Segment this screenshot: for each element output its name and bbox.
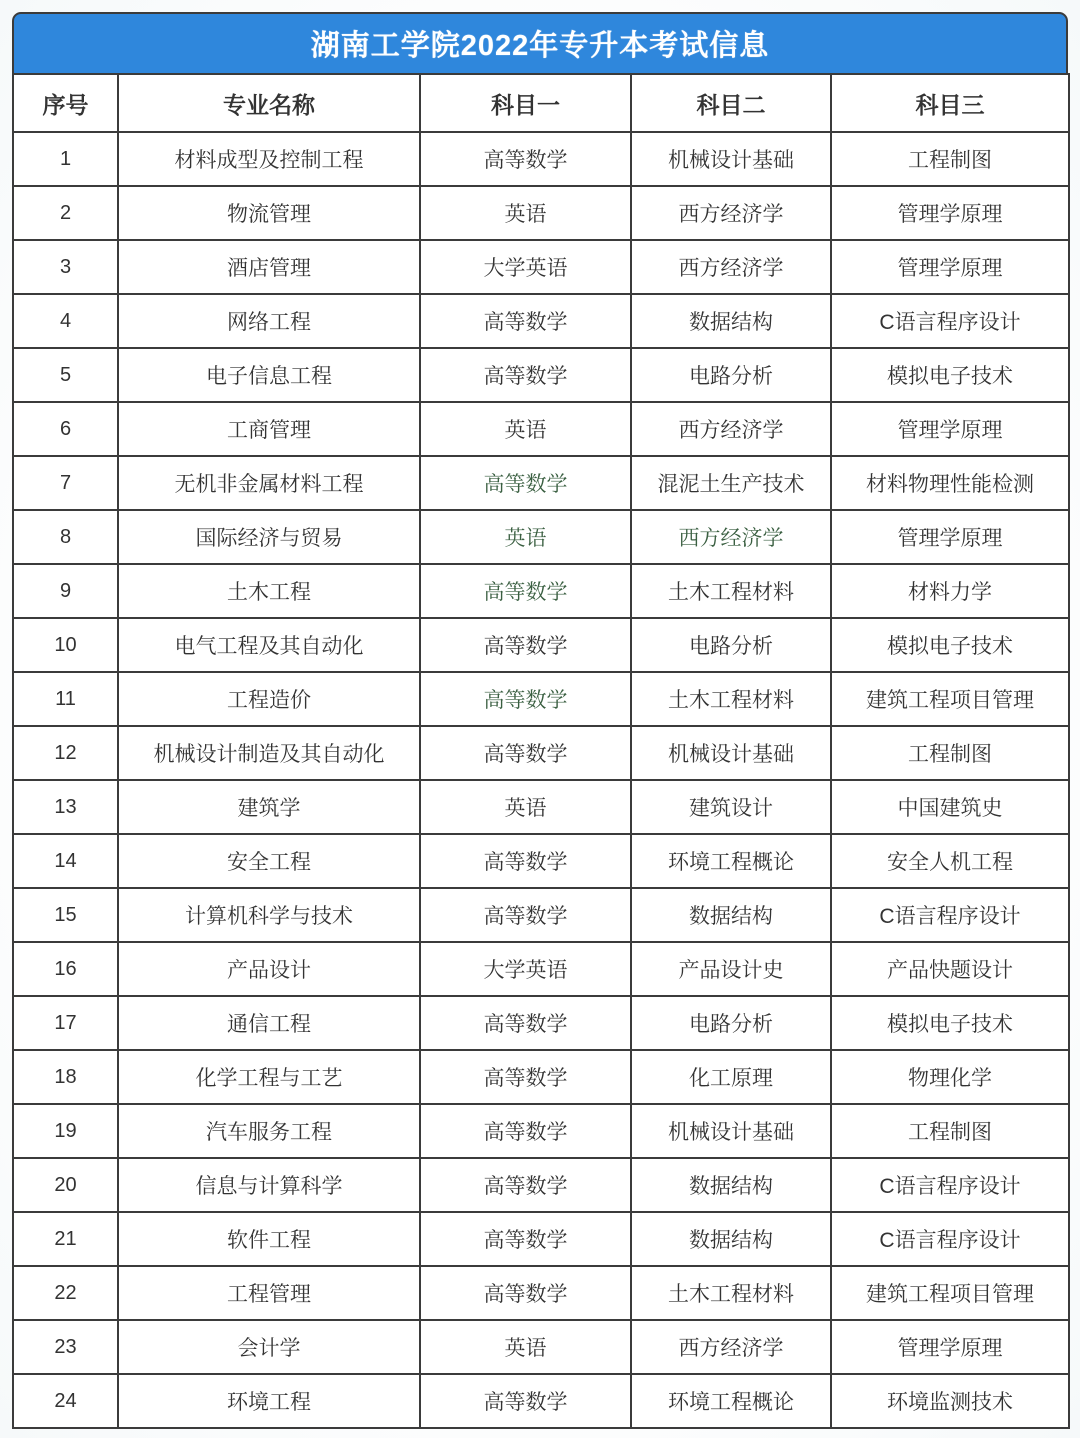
exam-subjects-table [12, 73, 1070, 1429]
row-number-cell: 17 [13, 996, 118, 1050]
subject1-cell: 英语 [420, 402, 631, 456]
table-row [13, 564, 1069, 618]
subject2-cell: 产品设计史 [631, 942, 831, 996]
major-name-cell: 工程管理 [118, 1266, 420, 1320]
table-row [13, 348, 1069, 402]
subject1-cell: 高等数学 [420, 1266, 631, 1320]
subject2-cell: 化工原理 [631, 1050, 831, 1104]
row-number-cell: 18 [13, 1050, 118, 1104]
subject1-cell: 高等数学 [420, 564, 631, 618]
subject2-cell: 数据结构 [631, 294, 831, 348]
subject3-cell: C语言程序设计 [831, 1158, 1069, 1212]
major-name-cell: 汽车服务工程 [118, 1104, 420, 1158]
row-number-cell: 23 [13, 1320, 118, 1374]
major-name-cell: 产品设计 [118, 942, 420, 996]
row-number-cell: 16 [13, 942, 118, 996]
subject3-cell: 材料物理性能检测 [831, 456, 1069, 510]
row-number-cell: 13 [13, 780, 118, 834]
table-header-row [13, 74, 1069, 132]
major-name-cell: 信息与计算科学 [118, 1158, 420, 1212]
subject2-cell: 西方经济学 [631, 186, 831, 240]
row-number-cell: 20 [13, 1158, 118, 1212]
subject3-cell: 产品快题设计 [831, 942, 1069, 996]
subject3-cell: 中国建筑史 [831, 780, 1069, 834]
subject2-cell: 环境工程概论 [631, 834, 831, 888]
major-name-cell: 国际经济与贸易 [118, 510, 420, 564]
major-name-cell: 化学工程与工艺 [118, 1050, 420, 1104]
subject1-cell: 大学英语 [420, 942, 631, 996]
table-row [13, 186, 1069, 240]
column-header-subject3: 科目三 [831, 74, 1069, 132]
subject1-cell: 高等数学 [420, 348, 631, 402]
table-row [13, 456, 1069, 510]
subject1-cell: 大学英语 [420, 240, 631, 294]
major-name-cell: 物流管理 [118, 186, 420, 240]
major-name-cell: 工商管理 [118, 402, 420, 456]
subject1-cell: 英语 [420, 780, 631, 834]
subject1-cell: 高等数学 [420, 294, 631, 348]
major-name-cell: 计算机科学与技术 [118, 888, 420, 942]
major-name-cell: 机械设计制造及其自动化 [118, 726, 420, 780]
page-title: 湖南工学院2022年专升本考试信息 [310, 30, 770, 62]
table-row [13, 1266, 1069, 1320]
major-name-cell: 工程造价 [118, 672, 420, 726]
column-header-index: 序号 [13, 74, 118, 132]
major-name-cell: 环境工程 [118, 1374, 420, 1428]
subject1-cell: 高等数学 [420, 1158, 631, 1212]
subject1-cell: 高等数学 [420, 618, 631, 672]
subject3-cell: 建筑工程项目管理 [831, 672, 1069, 726]
table-row [13, 294, 1069, 348]
table-row [13, 942, 1069, 996]
row-number-cell: 11 [13, 672, 118, 726]
subject2-cell: 电路分析 [631, 996, 831, 1050]
table-row [13, 1104, 1069, 1158]
column-header-subject2: 科目二 [631, 74, 831, 132]
subject2-cell: 机械设计基础 [631, 1104, 831, 1158]
subject3-cell: 环境监测技术 [831, 1374, 1069, 1428]
subject1-cell: 高等数学 [420, 996, 631, 1050]
subject2-cell: 混泥土生产技术 [631, 456, 831, 510]
major-name-cell: 电子信息工程 [118, 348, 420, 402]
major-name-cell: 会计学 [118, 1320, 420, 1374]
subject1-cell: 高等数学 [420, 456, 631, 510]
table-row [13, 240, 1069, 294]
table-row [13, 618, 1069, 672]
row-number-cell: 3 [13, 240, 118, 294]
subject3-cell: C语言程序设计 [831, 294, 1069, 348]
subject1-cell: 高等数学 [420, 1050, 631, 1104]
subject1-cell: 高等数学 [420, 726, 631, 780]
row-number-cell: 4 [13, 294, 118, 348]
major-name-cell: 电气工程及其自动化 [118, 618, 420, 672]
row-number-cell: 10 [13, 618, 118, 672]
row-number-cell: 7 [13, 456, 118, 510]
column-header-major: 专业名称 [118, 74, 420, 132]
row-number-cell: 24 [13, 1374, 118, 1428]
subject2-cell: 西方经济学 [631, 1320, 831, 1374]
row-number-cell: 22 [13, 1266, 118, 1320]
table-row [13, 132, 1069, 186]
subject2-cell: 电路分析 [631, 348, 831, 402]
table-row [13, 402, 1069, 456]
major-name-cell: 安全工程 [118, 834, 420, 888]
subject2-cell: 土木工程材料 [631, 672, 831, 726]
subject3-cell: 管理学原理 [831, 402, 1069, 456]
subject2-cell: 机械设计基础 [631, 132, 831, 186]
row-number-cell: 9 [13, 564, 118, 618]
major-name-cell: 材料成型及控制工程 [118, 132, 420, 186]
subject2-cell: 土木工程材料 [631, 1266, 831, 1320]
subject1-cell: 高等数学 [420, 132, 631, 186]
subject3-cell: 管理学原理 [831, 186, 1069, 240]
subject3-cell: 模拟电子技术 [831, 348, 1069, 402]
subject1-cell: 高等数学 [420, 888, 631, 942]
row-number-cell: 15 [13, 888, 118, 942]
subject2-cell: 土木工程材料 [631, 564, 831, 618]
table-row [13, 1320, 1069, 1374]
subject3-cell: C语言程序设计 [831, 1212, 1069, 1266]
subject1-cell: 高等数学 [420, 1374, 631, 1428]
table-row [13, 1212, 1069, 1266]
row-number-cell: 6 [13, 402, 118, 456]
major-name-cell: 无机非金属材料工程 [118, 456, 420, 510]
row-number-cell: 2 [13, 186, 118, 240]
subject3-cell: 安全人机工程 [831, 834, 1069, 888]
exam-info-sheet [12, 12, 1068, 1429]
subject1-cell: 高等数学 [420, 834, 631, 888]
subject3-cell: C语言程序设计 [831, 888, 1069, 942]
table-row [13, 1158, 1069, 1212]
subject3-cell: 管理学原理 [831, 510, 1069, 564]
table-row [13, 510, 1069, 564]
row-number-cell: 21 [13, 1212, 118, 1266]
table-row [13, 1050, 1069, 1104]
subject1-cell: 高等数学 [420, 1212, 631, 1266]
row-number-cell: 14 [13, 834, 118, 888]
subject1-cell: 英语 [420, 510, 631, 564]
row-number-cell: 12 [13, 726, 118, 780]
subject3-cell: 材料力学 [831, 564, 1069, 618]
row-number-cell: 8 [13, 510, 118, 564]
subject2-cell: 机械设计基础 [631, 726, 831, 780]
row-number-cell: 1 [13, 132, 118, 186]
subject2-cell: 数据结构 [631, 1212, 831, 1266]
major-name-cell: 土木工程 [118, 564, 420, 618]
table-row [13, 996, 1069, 1050]
major-name-cell: 建筑学 [118, 780, 420, 834]
subject1-cell: 高等数学 [420, 672, 631, 726]
subject2-cell: 西方经济学 [631, 510, 831, 564]
subject2-cell: 数据结构 [631, 1158, 831, 1212]
table-row [13, 672, 1069, 726]
subject1-cell: 英语 [420, 186, 631, 240]
major-name-cell: 网络工程 [118, 294, 420, 348]
subject3-cell: 管理学原理 [831, 1320, 1069, 1374]
subject3-cell: 物理化学 [831, 1050, 1069, 1104]
subject2-cell: 环境工程概论 [631, 1374, 831, 1428]
subject2-cell: 西方经济学 [631, 240, 831, 294]
column-header-subject1: 科目一 [420, 74, 631, 132]
subject3-cell: 模拟电子技术 [831, 996, 1069, 1050]
table-row [13, 726, 1069, 780]
major-name-cell: 通信工程 [118, 996, 420, 1050]
table-row [13, 834, 1069, 888]
major-name-cell: 软件工程 [118, 1212, 420, 1266]
subject1-cell: 高等数学 [420, 1104, 631, 1158]
table-title-bar [12, 12, 1068, 75]
subject2-cell: 电路分析 [631, 618, 831, 672]
major-name-cell: 酒店管理 [118, 240, 420, 294]
table-body [13, 132, 1069, 1428]
subject3-cell: 模拟电子技术 [831, 618, 1069, 672]
table-row [13, 888, 1069, 942]
subject3-cell: 工程制图 [831, 1104, 1069, 1158]
subject1-cell: 英语 [420, 1320, 631, 1374]
subject3-cell: 管理学原理 [831, 240, 1069, 294]
subject3-cell: 建筑工程项目管理 [831, 1266, 1069, 1320]
table-row [13, 1374, 1069, 1428]
subject3-cell: 工程制图 [831, 726, 1069, 780]
row-number-cell: 5 [13, 348, 118, 402]
subject2-cell: 西方经济学 [631, 402, 831, 456]
table-row [13, 780, 1069, 834]
subject3-cell: 工程制图 [831, 132, 1069, 186]
subject2-cell: 数据结构 [631, 888, 831, 942]
row-number-cell: 19 [13, 1104, 118, 1158]
subject2-cell: 建筑设计 [631, 780, 831, 834]
